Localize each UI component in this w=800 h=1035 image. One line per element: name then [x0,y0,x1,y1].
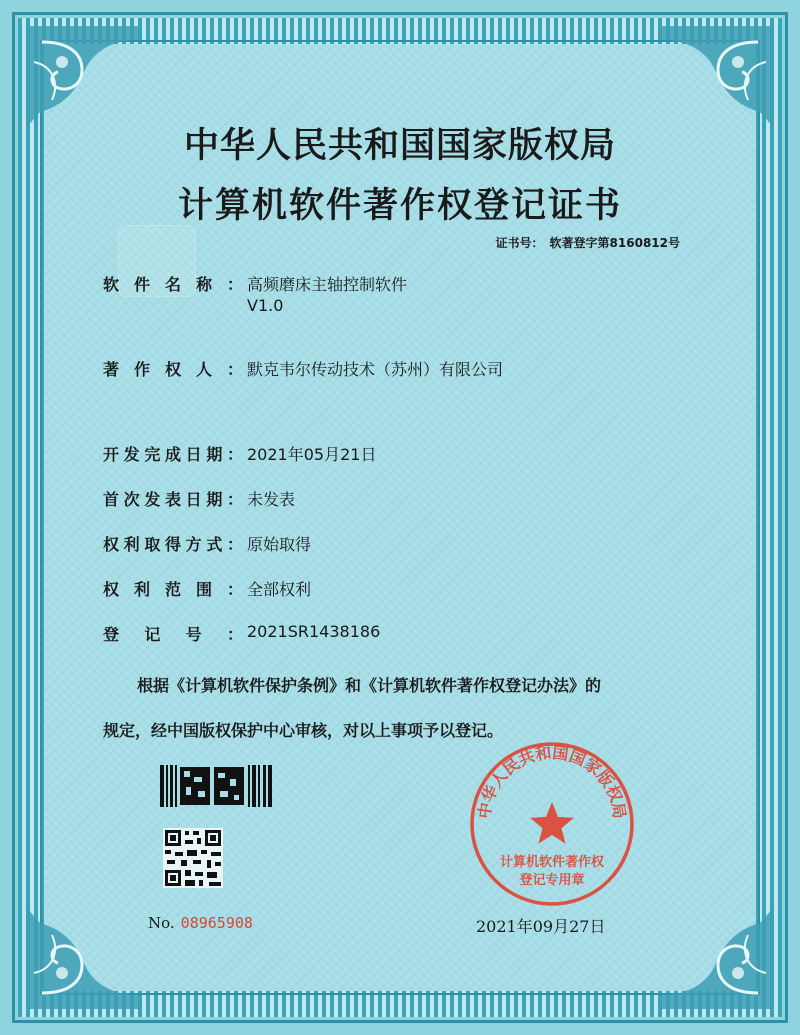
serial-number-line [148,914,253,932]
certificate-number-line [490,234,680,251]
serial-number-label: No. [148,914,175,932]
seal-inner-line-1: 计算机软件著作权 [499,855,605,870]
completion-date-value: 2021年05月21日 [247,445,377,464]
field-first-publication [103,487,296,510]
copyright-owner-label: 著作权人： [103,360,243,379]
official-seal [468,740,636,908]
corner-ornament-top-right [658,22,778,132]
qr-code-image [163,828,223,888]
corner-ornament-bottom-left [22,903,142,1013]
copyright-owner-value: 默克韦尔传动技术（苏州）有限公司 [247,360,504,379]
field-copyright-owner [103,357,504,380]
statement-line-1: 根据《计算机软件保护条例》和《计算机软件著作权登记办法》的 [137,676,602,695]
field-rights-scope [103,577,312,600]
field-acquisition-method [103,532,312,555]
statement-line-2: 规定，经中国版权保护中心审核，对以上事项予以登记。 [103,721,504,740]
software-version-value: V1.0 [247,296,284,315]
completion-date-label: 开发完成日期： [103,445,243,464]
software-name-value: 高频磨床主轴控制软件 [247,275,408,294]
certificate-number-label: 证书号： [495,236,544,250]
seal-inner-line-2: 登记专用章 [519,873,585,888]
certificate-number-value: 软著登字第8160812号 [549,236,680,250]
certificate-title: 计算机软件著作权登记证书 [177,185,622,226]
serial-number-value: 08965908 [180,914,253,932]
field-software-name [103,272,408,315]
issue-date: 2021年09月27日 [476,917,606,936]
software-name-label: 软件名称： [103,275,243,294]
seal-outer-text: 中华人民共和国国家版权局 [474,742,630,820]
registration-number-value: 2021SR1438186 [247,622,381,641]
field-registration-number [103,622,381,645]
registration-number-label: 登记号： [103,625,243,644]
corner-ornament-bottom-right [658,903,778,1013]
first-publication-label: 首次发表日期： [103,490,243,509]
acquisition-method-value: 原始取得 [247,535,312,554]
barcode-image [160,765,272,807]
rights-scope-label: 权利范围： [103,580,243,599]
rights-scope-value: 全部权利 [247,580,312,599]
issuing-authority-title: 中华人民共和国国家版权局 [183,125,616,166]
corner-ornament-top-left [22,22,142,132]
field-completion-date [103,442,377,465]
first-publication-value: 未发表 [247,490,296,509]
acquisition-method-label: 权利取得方式： [103,535,243,554]
